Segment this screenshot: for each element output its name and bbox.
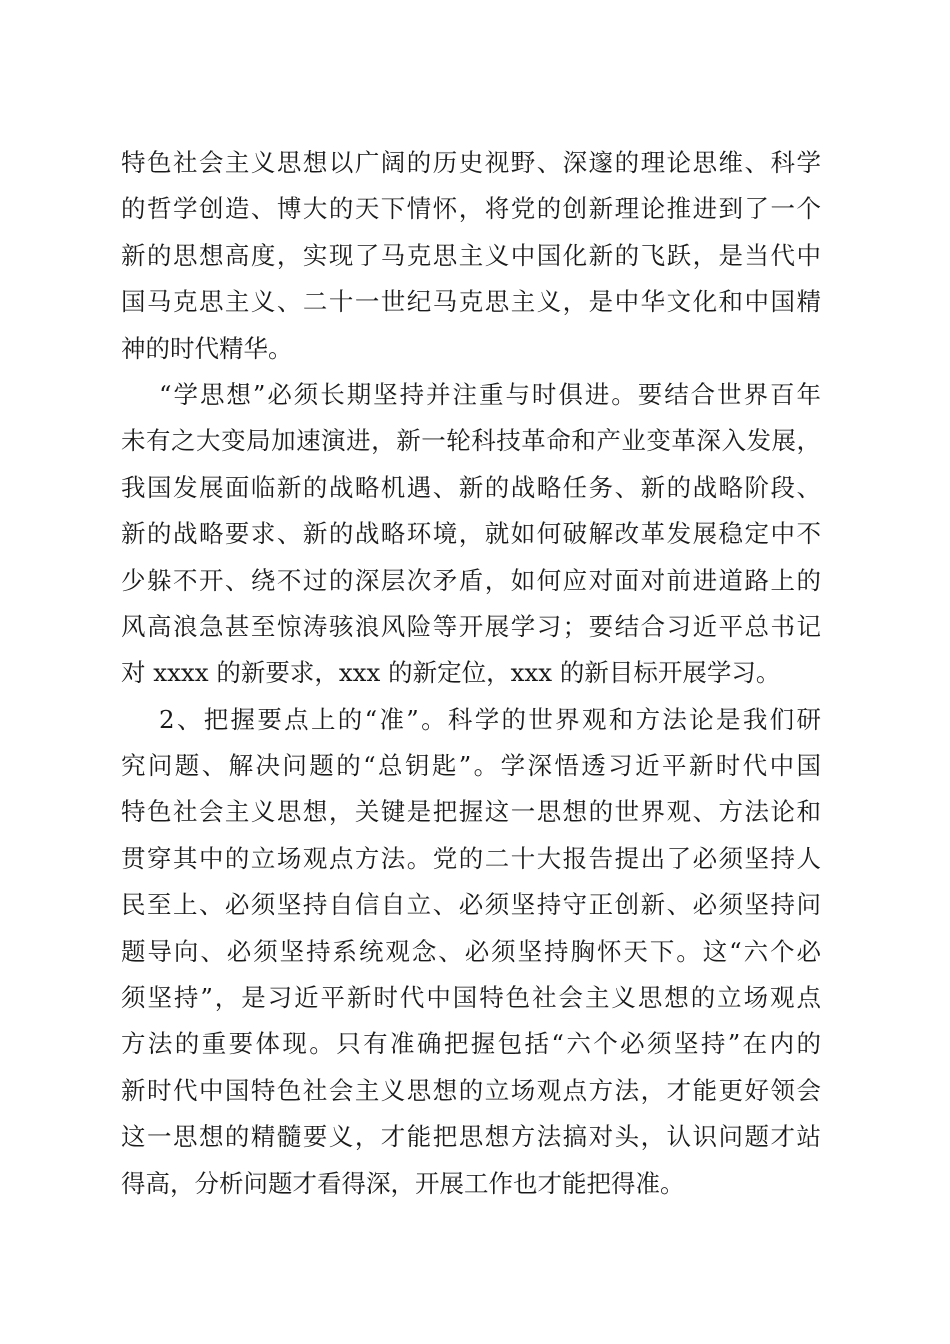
text-line: 我国发展面临新的战略机遇、新的战略任务、新的战略阶段、 — [121, 472, 821, 502]
text-line: 神的时代精华。 — [121, 333, 293, 363]
text-line: 须坚持”，是习近平新时代中国特色社会主义思想的立场观点 — [121, 983, 821, 1013]
text-line: 方法的重要体现。只有准确把握包括“六个必须坚持”在内的 — [121, 1029, 821, 1059]
text-line: 风高浪急甚至惊涛骇浪风险等开展学习；要结合习近平总书记 — [121, 611, 821, 641]
text-line: 未有之大变局加速演进，新一轮科技革命和产业变革深入发展， — [121, 426, 821, 456]
text-line: 特色社会主义思想以广阔的历史视野、深邃的理论思维、科学 — [121, 148, 821, 177]
text-line: 2、把握要点上的“准”。科学的世界观和方法论是我们研 — [159, 704, 821, 734]
text-line: 得高，分析问题才看得深，开展工作也才能把得准。 — [121, 1168, 685, 1198]
paragraph-2 — [121, 372, 831, 697]
text-line: 的哲学创造、博大的天下情怀，将党的创新理论推进到了一个 — [121, 194, 821, 224]
body-text — [121, 140, 831, 1207]
text-line: 新的战略要求、新的战略环境，就如何破解改革发展稳定中不 — [121, 519, 821, 549]
text-line: 这一思想的精髓要义，才能把思想方法搞对头，认识问题才站 — [121, 1122, 821, 1152]
paragraph-1 — [121, 140, 831, 372]
text-line: 国马克思主义、二十一世纪马克思主义，是中华文化和中国精 — [121, 287, 821, 317]
text-line: 特色社会主义思想，关键是把握这一思想的世界观、方法论和 — [121, 797, 821, 827]
text-line: 新的思想高度，实现了马克思主义中国化新的飞跃，是当代中 — [121, 240, 821, 270]
text-line: 民至上、必须坚持自信自立、必须坚持守正创新、必须坚持问 — [121, 890, 821, 920]
text-line: 对 xxxx 的新要求，xxx 的新定位，xxx 的新目标开展学习。 — [121, 658, 781, 688]
text-line: 新时代中国特色社会主义思想的立场观点方法，才能更好领会 — [121, 1075, 821, 1105]
text-line: 题导向、必须坚持系统观念、必须坚持胸怀天下。这“六个必 — [121, 936, 821, 966]
text-line: “学思想”必须长期坚持并注重与时俱进。要结合世界百年 — [159, 379, 821, 409]
text-line: 究问题、解决问题的“总钥匙”。学深悟透习近平新时代中国 — [121, 751, 821, 781]
text-line: 贯穿其中的立场观点方法。党的二十大报告提出了必须坚持人 — [121, 843, 821, 873]
text-line: 少躲不开、绕不过的深层次矛盾，如何应对面对前进道路上的 — [121, 565, 821, 595]
paragraph-3 — [121, 697, 831, 1207]
